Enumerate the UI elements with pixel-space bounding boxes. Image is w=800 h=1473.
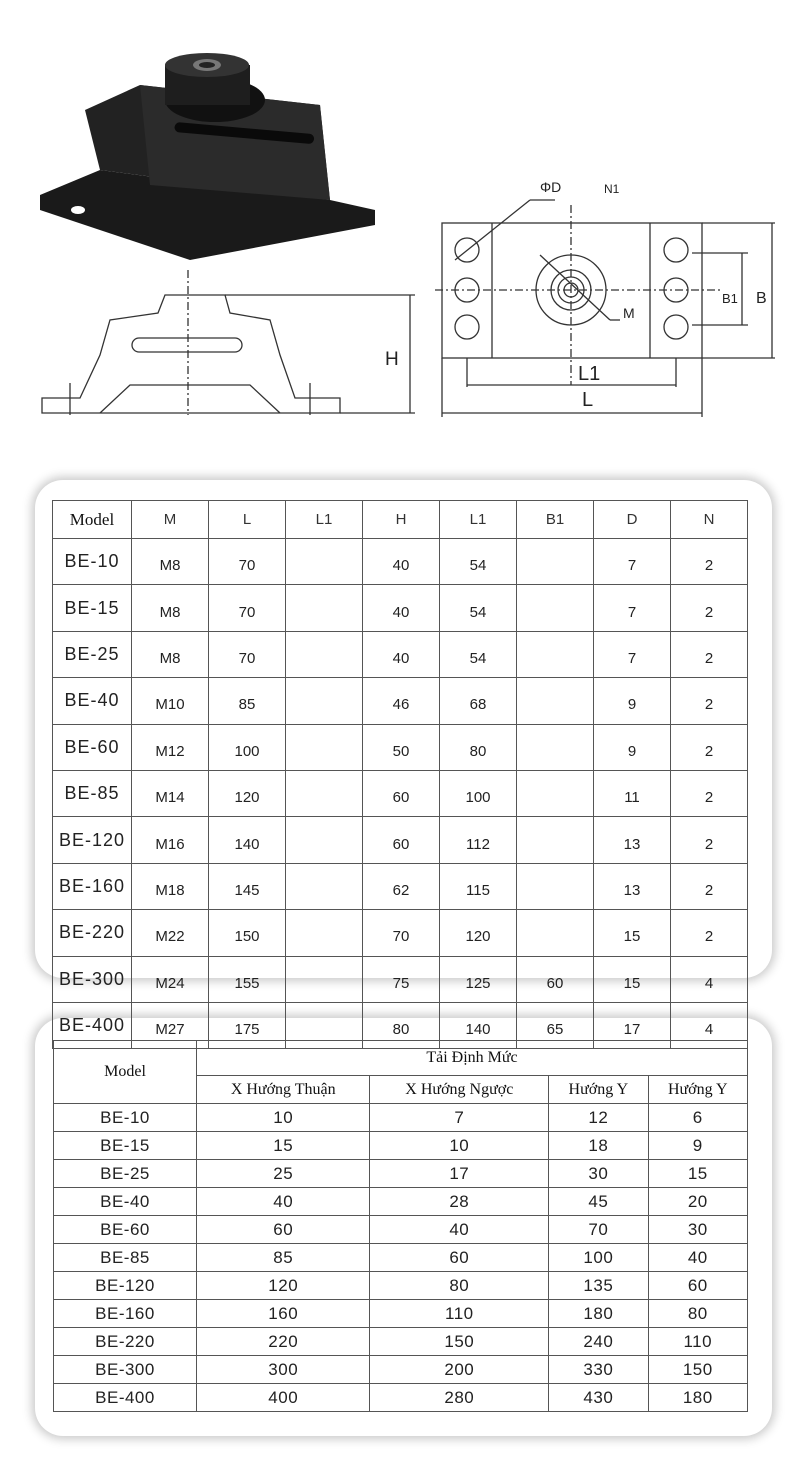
- table-cell: 50: [363, 724, 440, 770]
- table-cell: 18: [549, 1132, 648, 1160]
- model-cell: BE-15: [53, 585, 132, 631]
- table-cell: 54: [440, 585, 517, 631]
- table-cell: 145: [209, 863, 286, 909]
- table-cell: 80: [363, 1002, 440, 1048]
- table-cell: 60: [363, 770, 440, 816]
- table-cell: [517, 910, 594, 956]
- sub-header: Hướng Y: [648, 1076, 747, 1104]
- table-cell: 17: [594, 1002, 671, 1048]
- table-cell: [286, 724, 363, 770]
- table-cell: 400: [197, 1384, 370, 1412]
- table-cell: 4: [671, 1002, 748, 1048]
- table-row: [54, 1188, 748, 1216]
- table-cell: 68: [440, 678, 517, 724]
- table-cell: [517, 770, 594, 816]
- table-cell: 120: [440, 910, 517, 956]
- table-cell: 70: [209, 539, 286, 585]
- label-n1: N1: [604, 182, 620, 196]
- column-header: L1: [286, 501, 363, 539]
- table-row: [53, 770, 748, 816]
- dimensions-table: [52, 500, 748, 1049]
- table-cell: 2: [671, 585, 748, 631]
- table-cell: 40: [363, 631, 440, 677]
- model-cell: BE-120: [54, 1272, 197, 1300]
- table-cell: 155: [209, 956, 286, 1002]
- column-header: L: [209, 501, 286, 539]
- table-row: [54, 1160, 748, 1188]
- table-cell: 54: [440, 539, 517, 585]
- table-row: [53, 910, 748, 956]
- table-cell: [286, 910, 363, 956]
- model-cell: BE-60: [54, 1216, 197, 1244]
- table-cell: 150: [648, 1356, 747, 1384]
- table-cell: 40: [648, 1244, 747, 1272]
- product-photo: [30, 50, 380, 260]
- table-cell: 100: [209, 724, 286, 770]
- table-cell: 100: [440, 770, 517, 816]
- label-l: L: [582, 389, 594, 411]
- table-cell: 9: [594, 678, 671, 724]
- table-row: [53, 539, 748, 585]
- table-cell: 13: [594, 817, 671, 863]
- label-l1: L1: [578, 363, 601, 385]
- table-cell: 100: [549, 1244, 648, 1272]
- table-cell: 160: [197, 1300, 370, 1328]
- table-cell: 140: [209, 817, 286, 863]
- table-cell: M12: [132, 724, 209, 770]
- model-cell: BE-10: [53, 539, 132, 585]
- table-cell: 135: [549, 1272, 648, 1300]
- column-header: L1: [440, 501, 517, 539]
- table-cell: 2: [671, 910, 748, 956]
- table-cell: 15: [197, 1132, 370, 1160]
- table-cell: [286, 585, 363, 631]
- column-header: D: [594, 501, 671, 539]
- table-cell: 85: [197, 1244, 370, 1272]
- table-row: [53, 817, 748, 863]
- model-cell: BE-120: [53, 817, 132, 863]
- table-cell: [286, 817, 363, 863]
- table-cell: 2: [671, 724, 748, 770]
- table-cell: 7: [594, 631, 671, 677]
- table-cell: 40: [370, 1216, 549, 1244]
- table-cell: 75: [363, 956, 440, 1002]
- table-cell: 10: [197, 1104, 370, 1132]
- table-cell: 110: [648, 1328, 747, 1356]
- table-cell: 180: [549, 1300, 648, 1328]
- table-cell: 175: [209, 1002, 286, 1048]
- model-cell: BE-25: [53, 631, 132, 677]
- table-cell: 46: [363, 678, 440, 724]
- side-view-drawing: [40, 265, 430, 425]
- table-row: [53, 678, 748, 724]
- model-cell: BE-220: [54, 1328, 197, 1356]
- table-cell: M22: [132, 910, 209, 956]
- table-cell: 40: [197, 1188, 370, 1216]
- table-cell: 125: [440, 956, 517, 1002]
- table-cell: 120: [197, 1272, 370, 1300]
- table-cell: 70: [209, 631, 286, 677]
- table-cell: 54: [440, 631, 517, 677]
- table-cell: 15: [594, 956, 671, 1002]
- table-cell: 17: [370, 1160, 549, 1188]
- table-cell: 20: [648, 1188, 747, 1216]
- model-cell: BE-300: [53, 956, 132, 1002]
- table-cell: 25: [197, 1160, 370, 1188]
- table-cell: 30: [648, 1216, 747, 1244]
- table-cell: 60: [370, 1244, 549, 1272]
- model-cell: BE-220: [53, 910, 132, 956]
- table-row: [53, 956, 748, 1002]
- table-cell: 220: [197, 1328, 370, 1356]
- table-row: [53, 631, 748, 677]
- table-cell: 60: [197, 1216, 370, 1244]
- table-cell: 45: [549, 1188, 648, 1216]
- table-cell: 9: [594, 724, 671, 770]
- label-m: M: [623, 305, 635, 321]
- table-row: [54, 1300, 748, 1328]
- table-cell: 2: [671, 678, 748, 724]
- column-header: Model: [53, 501, 132, 539]
- table-cell: 15: [594, 910, 671, 956]
- model-cell: BE-85: [53, 770, 132, 816]
- model-cell: BE-160: [53, 863, 132, 909]
- table-cell: 2: [671, 770, 748, 816]
- table-cell: M8: [132, 585, 209, 631]
- table-cell: 60: [363, 817, 440, 863]
- table-cell: [517, 678, 594, 724]
- table-row: [53, 863, 748, 909]
- table-cell: 15: [648, 1160, 747, 1188]
- model-cell: BE-160: [54, 1300, 197, 1328]
- table-cell: 200: [370, 1356, 549, 1384]
- table-cell: 80: [440, 724, 517, 770]
- table-cell: [286, 678, 363, 724]
- table-cell: 70: [209, 585, 286, 631]
- table-cell: [286, 770, 363, 816]
- table-cell: 13: [594, 863, 671, 909]
- model-cell: BE-10: [54, 1104, 197, 1132]
- table-cell: 4: [671, 956, 748, 1002]
- table-cell: 60: [648, 1272, 747, 1300]
- table-cell: M8: [132, 631, 209, 677]
- table-cell: [517, 863, 594, 909]
- label-b1: B1: [722, 291, 738, 306]
- table-cell: 330: [549, 1356, 648, 1384]
- table-cell: 2: [671, 631, 748, 677]
- table-cell: 6: [648, 1104, 747, 1132]
- top-view-drawing: [430, 175, 800, 425]
- table-cell: 2: [671, 863, 748, 909]
- table-row: [54, 1272, 748, 1300]
- column-header: B1: [517, 501, 594, 539]
- table-cell: 115: [440, 863, 517, 909]
- table-cell: 11: [594, 770, 671, 816]
- table-cell: 2: [671, 817, 748, 863]
- table-cell: 62: [363, 863, 440, 909]
- table-cell: 60: [517, 956, 594, 1002]
- table-cell: 7: [370, 1104, 549, 1132]
- table-header-row: [53, 501, 748, 539]
- table-cell: 280: [370, 1384, 549, 1412]
- model-header: Model: [54, 1041, 197, 1104]
- model-cell: BE-400: [53, 1002, 132, 1048]
- table-cell: 30: [549, 1160, 648, 1188]
- table-cell: 120: [209, 770, 286, 816]
- table-cell: 7: [594, 539, 671, 585]
- table-row: [54, 1328, 748, 1356]
- table-cell: [286, 631, 363, 677]
- label-b: B: [756, 290, 767, 307]
- table-row: [54, 1132, 748, 1160]
- table-cell: 80: [370, 1272, 549, 1300]
- table-row: [53, 724, 748, 770]
- table-cell: [517, 585, 594, 631]
- table-row: [54, 1384, 748, 1412]
- table-cell: M10: [132, 678, 209, 724]
- model-cell: BE-400: [54, 1384, 197, 1412]
- column-header: H: [363, 501, 440, 539]
- table-cell: 12: [549, 1104, 648, 1132]
- table-cell: 2: [671, 539, 748, 585]
- model-cell: BE-300: [54, 1356, 197, 1384]
- model-cell: BE-15: [54, 1132, 197, 1160]
- table-row: [54, 1356, 748, 1384]
- column-header: N: [671, 501, 748, 539]
- model-cell: BE-85: [54, 1244, 197, 1272]
- table-row: [54, 1104, 748, 1132]
- table-cell: 10: [370, 1132, 549, 1160]
- sub-header: X Hướng Ngược: [370, 1076, 549, 1104]
- table-cell: M27: [132, 1002, 209, 1048]
- table-cell: 40: [363, 585, 440, 631]
- model-cell: BE-40: [53, 678, 132, 724]
- table-cell: [517, 631, 594, 677]
- table-cell: 150: [370, 1328, 549, 1356]
- table-cell: 180: [648, 1384, 747, 1412]
- table-cell: M16: [132, 817, 209, 863]
- table-cell: 150: [209, 910, 286, 956]
- table-row: [53, 585, 748, 631]
- table-cell: 70: [363, 910, 440, 956]
- model-cell: BE-25: [54, 1160, 197, 1188]
- table-cell: 65: [517, 1002, 594, 1048]
- table-cell: [517, 724, 594, 770]
- model-cell: BE-40: [54, 1188, 197, 1216]
- load-table: [53, 1040, 748, 1412]
- table-row: [54, 1216, 748, 1244]
- table-cell: 110: [370, 1300, 549, 1328]
- table-cell: 140: [440, 1002, 517, 1048]
- table-cell: 430: [549, 1384, 648, 1412]
- table-row: [54, 1244, 748, 1272]
- table-cell: 80: [648, 1300, 747, 1328]
- table-cell: 7: [594, 585, 671, 631]
- table-cell: 112: [440, 817, 517, 863]
- table-cell: M18: [132, 863, 209, 909]
- table-cell: [286, 539, 363, 585]
- table-cell: M8: [132, 539, 209, 585]
- sub-header: Hướng Y: [549, 1076, 648, 1104]
- table-cell: [517, 817, 594, 863]
- table-cell: 85: [209, 678, 286, 724]
- table-cell: [286, 863, 363, 909]
- table-cell: [517, 539, 594, 585]
- table-cell: 300: [197, 1356, 370, 1384]
- table-cell: 28: [370, 1188, 549, 1216]
- label-h: H: [385, 349, 399, 370]
- sub-header: X Hướng Thuận: [197, 1076, 370, 1104]
- table-cell: 9: [648, 1132, 747, 1160]
- group-header: Tải Định Mức: [197, 1041, 748, 1076]
- table-cell: 40: [363, 539, 440, 585]
- column-header: M: [132, 501, 209, 539]
- table-cell: M14: [132, 770, 209, 816]
- table-cell: 70: [549, 1216, 648, 1244]
- label-phi-d: ΦD: [540, 179, 562, 195]
- table-cell: [286, 956, 363, 1002]
- model-cell: BE-60: [53, 724, 132, 770]
- table-cell: M24: [132, 956, 209, 1002]
- table-cell: 240: [549, 1328, 648, 1356]
